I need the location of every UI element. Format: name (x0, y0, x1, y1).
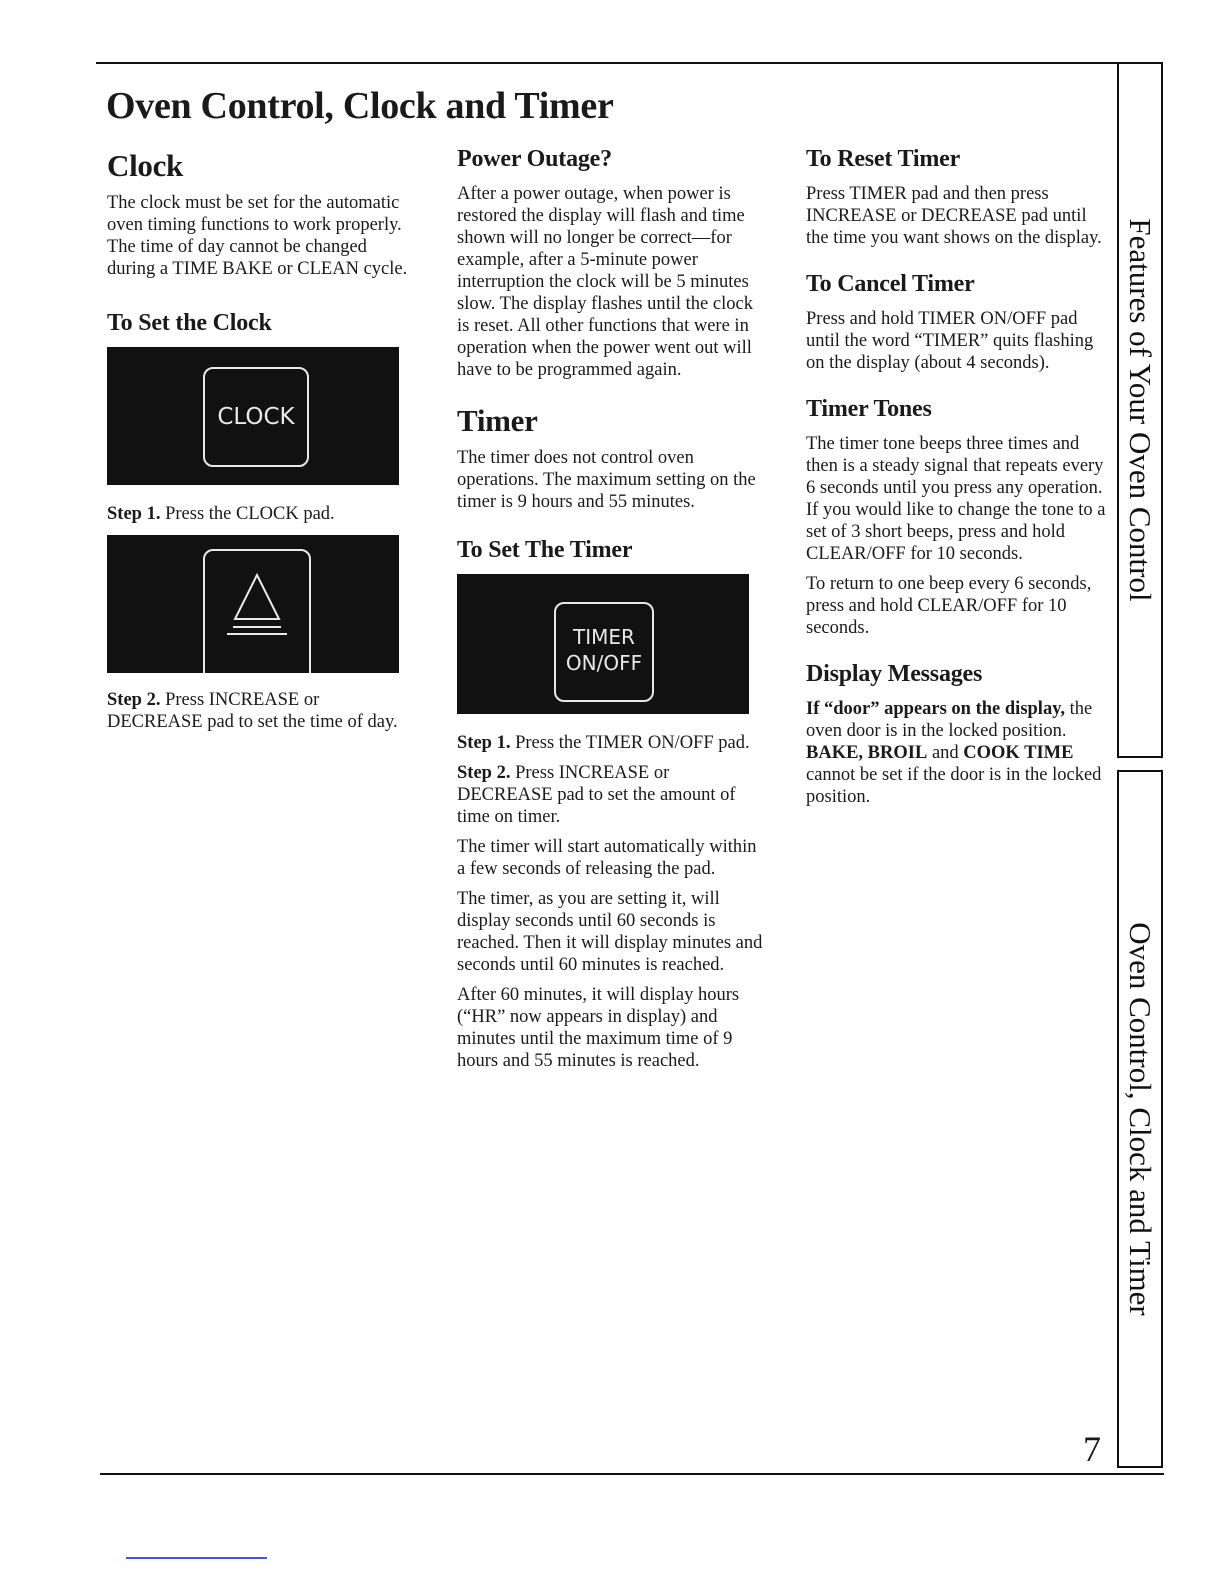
step-text: Press the CLOCK pad. (160, 504, 335, 524)
reset-timer-heading: To Reset Timer (806, 146, 961, 172)
display-messages-heading: Display Messages (806, 661, 983, 687)
step-label: Step 2. (457, 763, 511, 783)
step-label: Step 1. (107, 504, 161, 524)
timer-paragraph: The timer will start automatically within a few seconds of releasing the pad. (457, 837, 757, 879)
side-tab-oven-control-label: Oven Control, Clock and Timer (1123, 922, 1158, 1316)
timer-pad-line1: TIMER (573, 625, 635, 649)
message-text: and (927, 743, 964, 763)
power-outage-heading: Power Outage? (457, 146, 612, 172)
up-triangle-icon (205, 551, 309, 661)
increase-pad (203, 549, 311, 673)
step-text: Press the TIMER ON/OFF pad. (510, 733, 750, 753)
timer-step1 (457, 732, 767, 754)
blue-underline (126, 1557, 267, 1559)
timer-step2 (457, 762, 767, 828)
clock-step2 (107, 689, 417, 733)
clock-heading: Clock (107, 148, 184, 183)
clock-pad-illustration (107, 347, 399, 485)
timer-pad-line2: ON/OFF (565, 651, 643, 675)
power-outage-text: After a power outage, when power is restored the display will flash and time shown will no longer be correct—for example, after a 5-minute power interruption the clock will be 5 minutes slow. The display flashes until the clock is reset. All other functions that were in operation when the power went out will have to be programmed again. (457, 184, 753, 380)
step-text: Press INCREASE or DECREASE pad to set the amount of time on timer. (457, 763, 736, 827)
timer-paragraph: The timer, as you are setting it, will display seconds until 60 seconds is reached. Then it will display minutes and seconds until 60 minutes is reached. (457, 889, 763, 975)
timer-tones-text: To return to one beep every 6 seconds, press and hold CLEAR/OFF for 10 seconds. (806, 574, 1092, 638)
column-timer (457, 146, 767, 1080)
message-text: cannot be set if the door is in the locked position. (806, 765, 1102, 807)
timer-intro: The timer does not control oven operations. The maximum setting on the timer is 9 hours and 55 minutes. (457, 448, 756, 512)
timer-tones-heading: Timer Tones (806, 396, 932, 422)
timer-paragraph: After 60 minutes, it will display hours (“HR” now appears in display) and minutes until the maximum time of 9 hours and 55 minutes is reached. (457, 985, 740, 1071)
bottom-rule (100, 1473, 1164, 1475)
display-messages-text (806, 698, 1111, 808)
step-label: Step 1. (457, 733, 511, 753)
reset-timer-text: Press TIMER pad and then press INCREASE or DECREASE pad until the time you want shows on the display. (806, 184, 1102, 248)
step-text: Press INCREASE or DECREASE pad to set the time of day. (107, 690, 398, 732)
cancel-timer-text: Press and hold TIMER ON/OFF pad until the word “TIMER” quits flashing on the display (about 4 seconds). (806, 309, 1094, 373)
page-number: 7 (1083, 1429, 1101, 1469)
timer-heading: Timer (457, 403, 538, 438)
cancel-timer-heading: To Cancel Timer (806, 271, 975, 297)
timer-tones-text: The timer tone beeps three times and then is a steady signal that repeats every 6 seconds until you press any operation. If you would like to change the tone to a set of 3 short beeps, press and hold CLEAR/OFF for 10 seconds. (806, 434, 1106, 564)
top-rule (96, 62, 1120, 64)
column-clock (107, 148, 417, 741)
message-text: the oven door is in the locked position. (806, 699, 1093, 741)
timer-on-off-pad (554, 602, 654, 702)
set-timer-heading: To Set The Timer (457, 537, 633, 563)
step-label: Step 2. (107, 690, 161, 710)
message-bold: COOK TIME (963, 743, 1074, 763)
set-clock-heading: To Set the Clock (107, 310, 272, 336)
column-timer-options (806, 146, 1111, 816)
timer-pad-illustration (457, 574, 749, 714)
side-tab-features-label: Features of Your Oven Control (1123, 218, 1158, 602)
message-bold: BAKE, BROIL (806, 743, 928, 763)
side-tab-features (1117, 62, 1163, 758)
door-message-lead: If “door” appears on the display, (806, 699, 1066, 719)
page-title: Oven Control, Clock and Timer (106, 85, 614, 127)
clock-step1 (107, 503, 417, 525)
increase-pad-illustration (107, 535, 399, 673)
side-tab-oven-control (1117, 770, 1163, 1468)
clock-pad: CLOCK (203, 367, 309, 467)
clock-intro: The clock must be set for the automatic oven timing functions to work properly. The time of day cannot be changed during a TIME BAKE or CLEAN cycle. (107, 193, 408, 279)
